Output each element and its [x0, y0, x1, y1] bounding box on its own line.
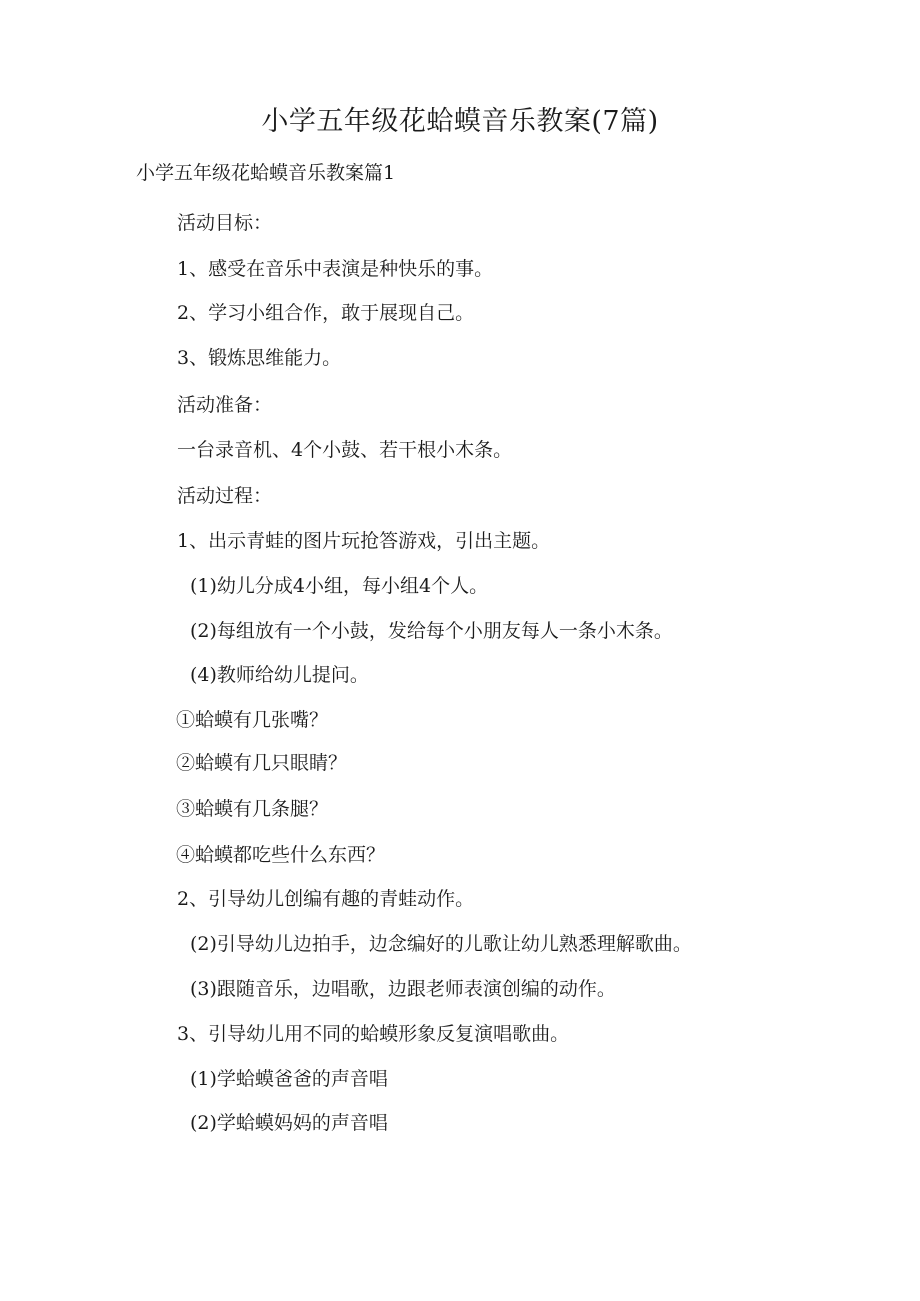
paragraph-step-1-1: (1)幼儿分成4小组，每小组4个人。 [190, 575, 489, 597]
paragraph-question-1: ①蛤蟆有几张嘴？ [176, 709, 329, 731]
paragraph-step-3-1: (1)学蛤蟆爸爸的声音唱 [190, 1068, 388, 1090]
paragraph-goal-1: 1、感受在音乐中表演是种快乐的事。 [177, 258, 494, 280]
paragraph-step-2: 2、引导幼儿创编有趣的青蛙动作。 [177, 888, 475, 910]
paragraph-step-2-3: (3)跟随音乐，边唱歌，边跟老师表演创编的动作。 [190, 978, 616, 1000]
paragraph-step-3: 3、引导幼儿用不同的蛤蟆形象反复演唱歌曲。 [177, 1023, 570, 1045]
document-title: 小学五年级花蛤蟆音乐教案(7篇) [261, 106, 659, 137]
paragraph-question-3: ③蛤蟆有几条腿？ [176, 798, 329, 820]
paragraph-goal-3: 3、锻炼思维能力。 [177, 347, 342, 369]
paragraph-step-2-2: (2)引导幼儿边拍手，边念编好的儿歌让幼儿熟悉理解歌曲。 [190, 933, 692, 955]
paragraph-question-2: ②蛤蟆有几只眼睛？ [176, 752, 348, 774]
paragraph-activity-goals-heading: 活动目标： [177, 212, 273, 234]
paragraph-step-1-4: (4)教师给幼儿提问。 [190, 664, 369, 686]
paragraph-preparation: 一台录音机、4个小鼓、若干根小木条。 [177, 439, 513, 461]
paragraph-step-3-2: (2)学蛤蟆妈妈的声音唱 [190, 1112, 388, 1134]
paragraph-goal-2: 2、学习小组合作，敢于展现自己。 [177, 302, 475, 324]
section-heading: 小学五年级花蛤蟆音乐教案篇1 [136, 162, 396, 184]
paragraph-question-4: ④蛤蟆都吃些什么东西？ [176, 844, 386, 866]
paragraph-step-1-2: (2)每组放有一个小鼓，发给每个小朋友每人一条小木条。 [190, 620, 673, 642]
paragraph-process-heading: 活动过程： [177, 485, 273, 507]
paragraph-step-1: 1、出示青蛙的图片玩抢答游戏，引出主题。 [177, 530, 551, 552]
paragraph-preparation-heading: 活动准备： [177, 394, 273, 416]
